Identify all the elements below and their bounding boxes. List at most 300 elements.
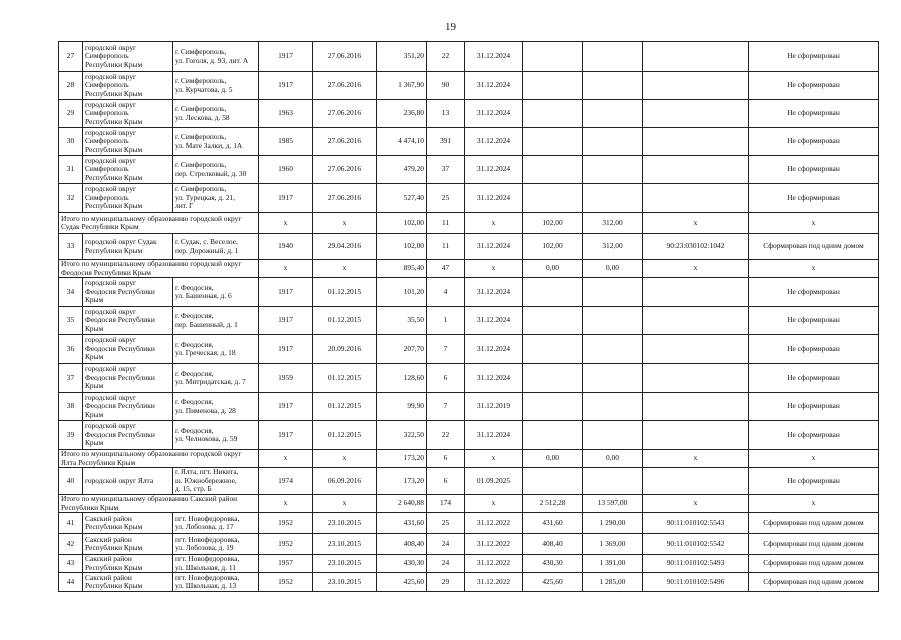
cadastral-number-cell-text: 90:11:010102:5542	[666, 538, 725, 548]
cadastral-number-cell	[643, 213, 749, 234]
area-cell	[377, 260, 427, 278]
row-number-cell-text: 33	[66, 241, 75, 251]
status-cell	[749, 393, 879, 421]
date-cell-text: 01.12.2015	[327, 286, 362, 296]
municipality-cell-text: городской округ Феодосия Республики Крым	[85, 306, 155, 333]
cadastral-number-cell	[643, 421, 749, 450]
row-number-cell	[59, 555, 83, 573]
table-row	[59, 128, 879, 156]
address-cell-text: г. Симферополь, ул. Лескова, д. 58	[175, 104, 230, 122]
residents-cell	[427, 555, 465, 573]
deadline-cell-text: x	[491, 217, 496, 227]
row-number-cell	[59, 307, 83, 335]
status-cell	[749, 128, 879, 156]
year-cell	[259, 278, 313, 307]
cadastral-number-cell-text: 90:11:010102:5543	[666, 517, 725, 527]
area-cell	[377, 573, 427, 592]
residents-cell-text: 11	[441, 217, 450, 227]
deadline-cell	[465, 335, 523, 364]
deadline-cell	[465, 393, 523, 421]
residents-cell	[427, 184, 465, 213]
municipality-cell	[83, 573, 173, 592]
cadastral-number-cell-text: x	[693, 217, 698, 227]
area-cell	[377, 495, 427, 513]
deadline-cell-text: 31.12.2024	[476, 136, 511, 146]
land-area-cell	[523, 213, 583, 234]
residents-cell-text: 24	[441, 538, 450, 548]
status-cell	[749, 260, 879, 278]
status-cell	[749, 234, 879, 260]
land-area-cell-text: 425,60	[542, 576, 563, 586]
row-number-cell-text: 31	[66, 164, 75, 174]
municipality-cell	[83, 278, 173, 307]
row-number-cell	[59, 156, 83, 184]
date-cell	[313, 260, 377, 278]
date-cell-text: 06.09.2016	[327, 475, 362, 485]
row-number-cell-text: 28	[66, 80, 75, 90]
cadastral-number-cell	[643, 495, 749, 513]
year-cell-text: x	[283, 453, 288, 463]
residents-cell-text: 37	[441, 164, 450, 174]
address-cell-text: г. Симферополь, пер. Стрелковый, д. 30	[175, 160, 247, 178]
row-number-cell-text: 41	[66, 517, 75, 527]
address-cell-text: г. Судак, с. Веселое, пер. Дорожный, д. 1	[175, 237, 239, 255]
residents-cell	[427, 42, 465, 72]
land-value-cell-text: 1 369,00	[599, 538, 626, 548]
year-cell	[259, 513, 313, 534]
row-number-cell-text: 38	[66, 401, 75, 411]
municipality-cell-text: городской округ Симферополь Республики Крым	[85, 99, 143, 126]
table-row	[59, 335, 879, 364]
row-number-cell	[59, 100, 83, 128]
status-cell-text: Не сформирован	[787, 343, 840, 353]
year-cell-text: 1940	[278, 241, 293, 251]
area-cell-text: 425,60	[403, 576, 424, 586]
status-cell-text: x	[811, 263, 816, 273]
residents-cell	[427, 513, 465, 534]
area-cell	[377, 393, 427, 421]
residents-cell	[427, 278, 465, 307]
municipality-cell	[83, 307, 173, 335]
date-cell-text: 23.10.2015	[327, 576, 362, 586]
date-cell-text: 23.10.2015	[327, 558, 362, 568]
municipality-cell	[83, 393, 173, 421]
residents-cell	[427, 234, 465, 260]
address-cell	[173, 100, 259, 128]
year-cell	[259, 72, 313, 100]
municipality-cell-text: городской округ Феодосия Республики Крым	[85, 278, 155, 305]
date-cell	[313, 42, 377, 72]
area-cell	[377, 307, 427, 335]
cadastral-number-cell-text: 90:11:010102:5496	[666, 576, 725, 586]
address-cell-text: г. Феодосия, ул. Пименова, д. 28	[175, 397, 236, 415]
subtotal-label-cell-text: Итого по муниципальному образованию городской округ Феодосия Республики Крым	[61, 259, 242, 277]
row-number-cell	[59, 421, 83, 450]
land-area-cell	[523, 234, 583, 260]
row-number-cell	[59, 534, 83, 555]
land-area-cell	[523, 421, 583, 450]
year-cell	[259, 450, 313, 468]
deadline-cell-text: 31.12.2024	[476, 80, 511, 90]
land-area-cell	[523, 278, 583, 307]
land-value-cell	[583, 468, 643, 495]
cadastral-number-cell-text: 90:23:030102:1042	[666, 241, 725, 251]
date-cell-text: 27.06.2016	[327, 192, 362, 202]
area-cell-text: 128,60	[403, 372, 424, 382]
residents-cell-text: 13	[441, 108, 450, 118]
land-value-cell	[583, 450, 643, 468]
area-cell	[377, 555, 427, 573]
address-cell	[173, 156, 259, 184]
date-cell	[313, 364, 377, 393]
land-area-cell	[523, 450, 583, 468]
municipality-cell	[83, 184, 173, 213]
row-number-cell	[59, 393, 83, 421]
land-area-cell	[523, 534, 583, 555]
table-row	[59, 42, 879, 72]
area-cell	[377, 128, 427, 156]
deadline-cell	[465, 468, 523, 495]
address-cell	[173, 234, 259, 260]
year-cell	[259, 555, 313, 573]
address-cell	[173, 421, 259, 450]
status-cell	[749, 513, 879, 534]
status-cell	[749, 573, 879, 592]
row-number-cell	[59, 42, 83, 72]
municipality-cell-text: Сакский район Республики Крым	[85, 534, 143, 552]
row-number-cell-text: 42	[66, 538, 75, 548]
row-number-cell	[59, 513, 83, 534]
address-cell	[173, 307, 259, 335]
land-value-cell-text: 1 285,00	[599, 576, 626, 586]
residents-cell-text: 22	[441, 429, 450, 439]
municipality-cell-text: городской округ Симферополь Республики Крым	[85, 127, 143, 154]
date-cell	[313, 307, 377, 335]
table-row	[59, 573, 879, 592]
area-cell	[377, 278, 427, 307]
year-cell-text: 1952	[278, 576, 293, 586]
address-cell-text: г. Симферополь, ул. Курчатова, д. 5	[175, 76, 233, 94]
table-row	[59, 468, 879, 495]
year-cell-text: 1960	[278, 164, 293, 174]
cadastral-number-cell	[643, 184, 749, 213]
date-cell-text: 23.10.2015	[327, 538, 362, 548]
land-area-cell	[523, 513, 583, 534]
area-cell	[377, 364, 427, 393]
status-cell	[749, 156, 879, 184]
date-cell	[313, 393, 377, 421]
area-cell-text: 351,20	[403, 51, 424, 61]
year-cell	[259, 128, 313, 156]
area-cell	[377, 513, 427, 534]
subtotal-row	[59, 495, 879, 513]
table-row	[59, 393, 879, 421]
address-cell	[173, 335, 259, 364]
status-cell	[749, 213, 879, 234]
address-cell	[173, 393, 259, 421]
deadline-cell	[465, 450, 523, 468]
row-number-cell-text: 34	[66, 286, 75, 296]
row-number-cell	[59, 184, 83, 213]
cadastral-number-cell	[643, 307, 749, 335]
row-number-cell-text: 39	[66, 429, 75, 439]
table-row	[59, 184, 879, 213]
area-cell-text: 101,20	[403, 286, 424, 296]
status-cell-text: Сформирован под одним домом	[763, 576, 864, 586]
area-cell	[377, 42, 427, 72]
area-cell	[377, 234, 427, 260]
table-row	[59, 307, 879, 335]
status-cell	[749, 421, 879, 450]
status-cell	[749, 307, 879, 335]
municipality-cell	[83, 42, 173, 72]
address-cell-text: г. Феодосия, ул. Челнокова, д. 59	[175, 425, 238, 443]
deadline-cell	[465, 72, 523, 100]
deadline-cell	[465, 495, 523, 513]
municipality-cell-text: Сакский район Республики Крым	[85, 554, 143, 572]
date-cell-text: 27.06.2016	[327, 136, 362, 146]
residents-cell	[427, 307, 465, 335]
municipality-cell	[83, 72, 173, 100]
year-cell-text: 1952	[278, 538, 293, 548]
cadastral-number-cell	[643, 234, 749, 260]
date-cell-text: 29.04.2016	[327, 241, 362, 251]
land-value-cell	[583, 184, 643, 213]
area-cell	[377, 72, 427, 100]
date-cell	[313, 468, 377, 495]
row-number-cell-text: 43	[66, 558, 75, 568]
cadastral-number-cell	[643, 555, 749, 573]
status-cell-text: Не сформирован	[787, 315, 840, 325]
cadastral-number-cell	[643, 156, 749, 184]
land-value-cell	[583, 234, 643, 260]
row-number-cell-text: 44	[66, 576, 75, 586]
area-cell-text: 173,20	[403, 453, 424, 463]
land-value-cell	[583, 364, 643, 393]
row-number-cell	[59, 128, 83, 156]
residents-cell	[427, 213, 465, 234]
residents-cell	[427, 100, 465, 128]
area-cell-text: 102,00	[403, 217, 424, 227]
deadline-cell	[465, 364, 523, 393]
municipality-cell	[83, 156, 173, 184]
date-cell-text: x	[342, 217, 347, 227]
date-cell-text: 01.12.2015	[327, 315, 362, 325]
address-cell-text: г. Симферополь, ул. Турецкая, д. 21, лит. Г	[175, 184, 236, 211]
year-cell	[259, 156, 313, 184]
residents-cell	[427, 450, 465, 468]
status-cell	[749, 42, 879, 72]
status-cell	[749, 364, 879, 393]
table-row	[59, 555, 879, 573]
residents-cell-text: 11	[441, 241, 450, 251]
land-value-cell	[583, 278, 643, 307]
status-cell	[749, 100, 879, 128]
deadline-cell-text: 31.12.2024	[476, 241, 511, 251]
date-cell-text: 01.12.2015	[327, 429, 362, 439]
year-cell	[259, 42, 313, 72]
municipality-cell	[83, 128, 173, 156]
subtotal-label-cell-text: Итого по муниципальному образованию городской округ Ялта Республики Крым	[61, 449, 242, 467]
deadline-cell-text: 31.12.2019	[476, 401, 511, 411]
status-cell	[749, 534, 879, 555]
year-cell-text: 1917	[278, 343, 293, 353]
land-area-cell	[523, 468, 583, 495]
land-area-cell	[523, 156, 583, 184]
deadline-cell-text: 01.09.2025	[476, 475, 511, 485]
date-cell-text: 01.12.2015	[327, 372, 362, 382]
deadline-cell-text: 31.12.2022	[476, 558, 511, 568]
deadline-cell	[465, 42, 523, 72]
year-cell	[259, 100, 313, 128]
municipality-cell	[83, 534, 173, 555]
residents-cell	[427, 573, 465, 592]
date-cell	[313, 156, 377, 184]
deadline-cell	[465, 234, 523, 260]
land-value-cell	[583, 495, 643, 513]
row-number-cell-text: 30	[66, 136, 75, 146]
residents-cell-text: 1	[443, 315, 448, 325]
housing-registry-table	[58, 41, 879, 592]
land-area-cell-text: 0,00	[546, 263, 559, 273]
land-area-cell	[523, 555, 583, 573]
address-cell-text: г. Феодосия, ул. Башенная, д. 6	[175, 282, 232, 300]
area-cell-text: 99,90	[407, 401, 424, 411]
address-cell-text: пгт. Новофедоровка, ул. Лобозова, д. 17	[175, 513, 240, 531]
status-cell	[749, 72, 879, 100]
municipality-cell	[83, 513, 173, 534]
status-cell-text: Не сформирован	[787, 80, 840, 90]
table-row	[59, 156, 879, 184]
status-cell-text: Сформирован под одним домом	[763, 558, 864, 568]
residents-cell	[427, 468, 465, 495]
date-cell	[313, 513, 377, 534]
year-cell	[259, 234, 313, 260]
municipality-cell-text: городской округ Ялта	[85, 475, 154, 485]
address-cell	[173, 468, 259, 495]
year-cell-text: 1917	[278, 192, 293, 202]
area-cell-text: 207,70	[403, 343, 424, 353]
table-row	[59, 234, 879, 260]
land-area-cell	[523, 307, 583, 335]
residents-cell-text: 6	[443, 475, 448, 485]
area-cell-text: 431,60	[403, 517, 424, 527]
cadastral-number-cell	[643, 573, 749, 592]
date-cell-text: x	[342, 498, 347, 508]
address-cell-text: г. Феодосия, ул. Митридатская, д. 7	[175, 368, 246, 386]
table-row	[59, 364, 879, 393]
deadline-cell	[465, 573, 523, 592]
area-cell-text: 479,20	[403, 164, 424, 174]
year-cell-text: 1917	[278, 80, 293, 90]
municipality-cell	[83, 468, 173, 495]
area-cell-text: 895,40	[403, 263, 424, 273]
row-number-cell-text: 37	[66, 372, 75, 382]
status-cell	[749, 555, 879, 573]
year-cell-text: 1985	[278, 136, 293, 146]
date-cell-text: 27.06.2016	[327, 80, 362, 90]
cadastral-number-cell	[643, 335, 749, 364]
year-cell-text: 1952	[278, 517, 293, 527]
cadastral-number-cell-text: x	[693, 498, 698, 508]
row-number-cell	[59, 234, 83, 260]
land-value-cell	[583, 100, 643, 128]
year-cell	[259, 335, 313, 364]
deadline-cell-text: 31.12.2022	[476, 576, 511, 586]
land-value-cell	[583, 555, 643, 573]
residents-cell-text: 22	[441, 51, 450, 61]
cadastral-number-cell	[643, 393, 749, 421]
year-cell	[259, 393, 313, 421]
date-cell	[313, 234, 377, 260]
address-cell	[173, 72, 259, 100]
deadline-cell-text: x	[491, 498, 496, 508]
land-area-cell	[523, 495, 583, 513]
area-cell	[377, 100, 427, 128]
status-cell	[749, 184, 879, 213]
land-value-cell-text: 1 391,00	[599, 558, 626, 568]
area-cell-text: 322,50	[403, 429, 424, 439]
municipality-cell-text: городской округ Феодосия Республики Крым	[85, 392, 155, 419]
year-cell-text: 1917	[278, 286, 293, 296]
status-cell-text: Не сформирован	[787, 51, 840, 61]
cadastral-number-cell	[643, 260, 749, 278]
date-cell	[313, 555, 377, 573]
status-cell-text: Не сформирован	[787, 192, 840, 202]
status-cell-text: Не сформирован	[787, 108, 840, 118]
year-cell	[259, 573, 313, 592]
municipality-cell-text: Сакский район Республики Крым	[85, 572, 143, 590]
land-area-cell	[523, 100, 583, 128]
deadline-cell-text: 31.12.2024	[476, 343, 511, 353]
area-cell-text: 35,50	[407, 315, 424, 325]
status-cell-text: Не сформирован	[787, 372, 840, 382]
area-cell-text: 408,40	[403, 538, 424, 548]
deadline-cell	[465, 307, 523, 335]
date-cell-text: 27.06.2016	[327, 51, 362, 61]
status-cell-text: Сформирован под одним домом	[763, 241, 864, 251]
cadastral-number-cell	[643, 100, 749, 128]
address-cell-text: г. Симферополь, ул. Гоголя, д. 93, лит. А	[175, 47, 249, 65]
land-area-cell	[523, 335, 583, 364]
residents-cell	[427, 393, 465, 421]
cadastral-number-cell	[643, 468, 749, 495]
year-cell-text: x	[283, 217, 288, 227]
municipality-cell-text: городской округ Симферополь Республики Крым	[85, 184, 143, 211]
deadline-cell	[465, 555, 523, 573]
status-cell	[749, 468, 879, 495]
area-cell	[377, 450, 427, 468]
date-cell	[313, 72, 377, 100]
land-value-cell	[583, 156, 643, 184]
address-cell-text: г. Феодосия, ул. Греческая, д. 18	[175, 339, 236, 357]
status-cell	[749, 335, 879, 364]
subtotal-row	[59, 213, 879, 234]
deadline-cell-text: x	[491, 263, 496, 273]
status-cell	[749, 278, 879, 307]
date-cell-text: 23.10.2015	[327, 517, 362, 527]
date-cell-text: 01.12.2015	[327, 401, 362, 411]
subtotal-label-cell	[59, 213, 259, 234]
land-value-cell	[583, 534, 643, 555]
year-cell	[259, 184, 313, 213]
deadline-cell-text: 31.12.2024	[476, 286, 511, 296]
land-value-cell	[583, 260, 643, 278]
land-area-cell-text: 431,60	[542, 517, 563, 527]
status-cell-text: Сформирован под одним домом	[763, 538, 864, 548]
area-cell-text: 2 640,88	[398, 498, 424, 508]
address-cell-text: г. Ялта, пгт. Никита, ш. Южнобережное, д. 15, стр. Б	[175, 467, 239, 494]
